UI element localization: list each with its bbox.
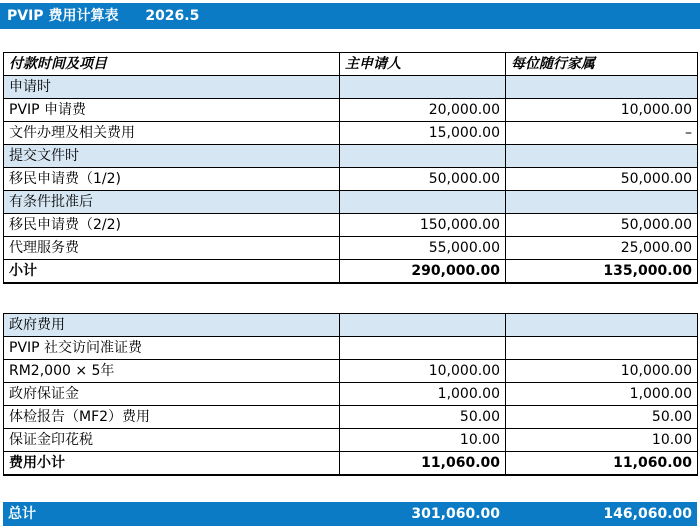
main-applicant-cell [340,337,506,360]
item-cell: 提交文件时 [4,145,340,168]
main-applicant-cell [340,76,506,99]
section-row [4,145,698,168]
dependent-cell [506,314,698,337]
table-row [4,99,698,122]
item-cell: 保证金印花税 [4,429,340,452]
dependent-cell: 50,000.00 [506,168,698,191]
subtotal-row [4,452,698,476]
fee-table-government [3,313,698,476]
table-row [4,360,698,383]
header-item: 付款时间及项目 [4,53,340,76]
dependent-cell: 10,000.00 [506,99,698,122]
main-applicant-cell: 290,000.00 [340,260,506,284]
section-row [4,76,698,99]
item-cell: PVIP 社交访问准证费 [4,337,340,360]
dependent-cell: 11,060.00 [506,452,698,476]
main-applicant-cell: 10,000.00 [340,360,506,383]
table-row [4,237,698,260]
table-row [4,406,698,429]
title-bar [0,3,700,29]
item-cell: 体检报告（MF2）费用 [4,406,340,429]
item-cell: 政府费用 [4,314,340,337]
dependent-cell: 50.00 [506,406,698,429]
page-title: PVIP 费用计算表 [7,8,119,24]
dependent-cell: – [506,122,698,145]
version-label: 2026.5 [145,8,200,24]
grand-total-main: 301,060.00 [411,506,500,522]
grand-total-bar [3,502,697,526]
dependent-cell: 10.00 [506,429,698,452]
main-applicant-cell: 20,000.00 [340,99,506,122]
main-applicant-cell: 10.00 [340,429,506,452]
dependent-cell [506,145,698,168]
grand-total-label: 总计 [8,506,36,522]
dependent-cell [506,191,698,214]
dependent-cell [506,76,698,99]
main-applicant-cell [340,314,506,337]
main-applicant-cell [340,191,506,214]
item-cell: PVIP 申请费 [4,99,340,122]
subtotal-row [4,260,698,284]
dependent-cell: 50,000.00 [506,214,698,237]
main-applicant-cell: 50.00 [340,406,506,429]
item-cell: 小计 [4,260,340,284]
header-main-applicant: 主申请人 [340,53,506,76]
item-cell: 费用小计 [4,452,340,476]
main-applicant-cell [340,145,506,168]
section-row [4,314,698,337]
fee-table-main [3,52,698,284]
section-row [4,191,698,214]
main-applicant-cell: 1,000.00 [340,383,506,406]
header-dependent: 每位随行家属 [506,53,698,76]
item-cell: RM2,000 × 5年 [4,360,340,383]
item-cell: 申请时 [4,76,340,99]
table-row [4,337,698,360]
main-applicant-cell: 55,000.00 [340,237,506,260]
main-applicant-cell: 11,060.00 [340,452,506,476]
item-cell: 代理服务费 [4,237,340,260]
table-row [4,383,698,406]
dependent-cell: 25,000.00 [506,237,698,260]
dependent-cell [506,337,698,360]
main-applicant-cell: 15,000.00 [340,122,506,145]
item-cell: 政府保证金 [4,383,340,406]
main-applicant-cell: 50,000.00 [340,168,506,191]
item-cell: 移民申请费（2/2) [4,214,340,237]
item-cell: 有条件批准后 [4,191,340,214]
table-row [4,214,698,237]
dependent-cell: 10,000.00 [506,360,698,383]
item-cell: 文件办理及相关费用 [4,122,340,145]
dependent-cell: 135,000.00 [506,260,698,284]
table-header-row [4,53,698,76]
table-row [4,168,698,191]
item-cell: 移民申请费（1/2) [4,168,340,191]
table-row [4,429,698,452]
table-row [4,122,698,145]
grand-total-dependent: 146,060.00 [603,506,692,522]
main-applicant-cell: 150,000.00 [340,214,506,237]
dependent-cell: 1,000.00 [506,383,698,406]
